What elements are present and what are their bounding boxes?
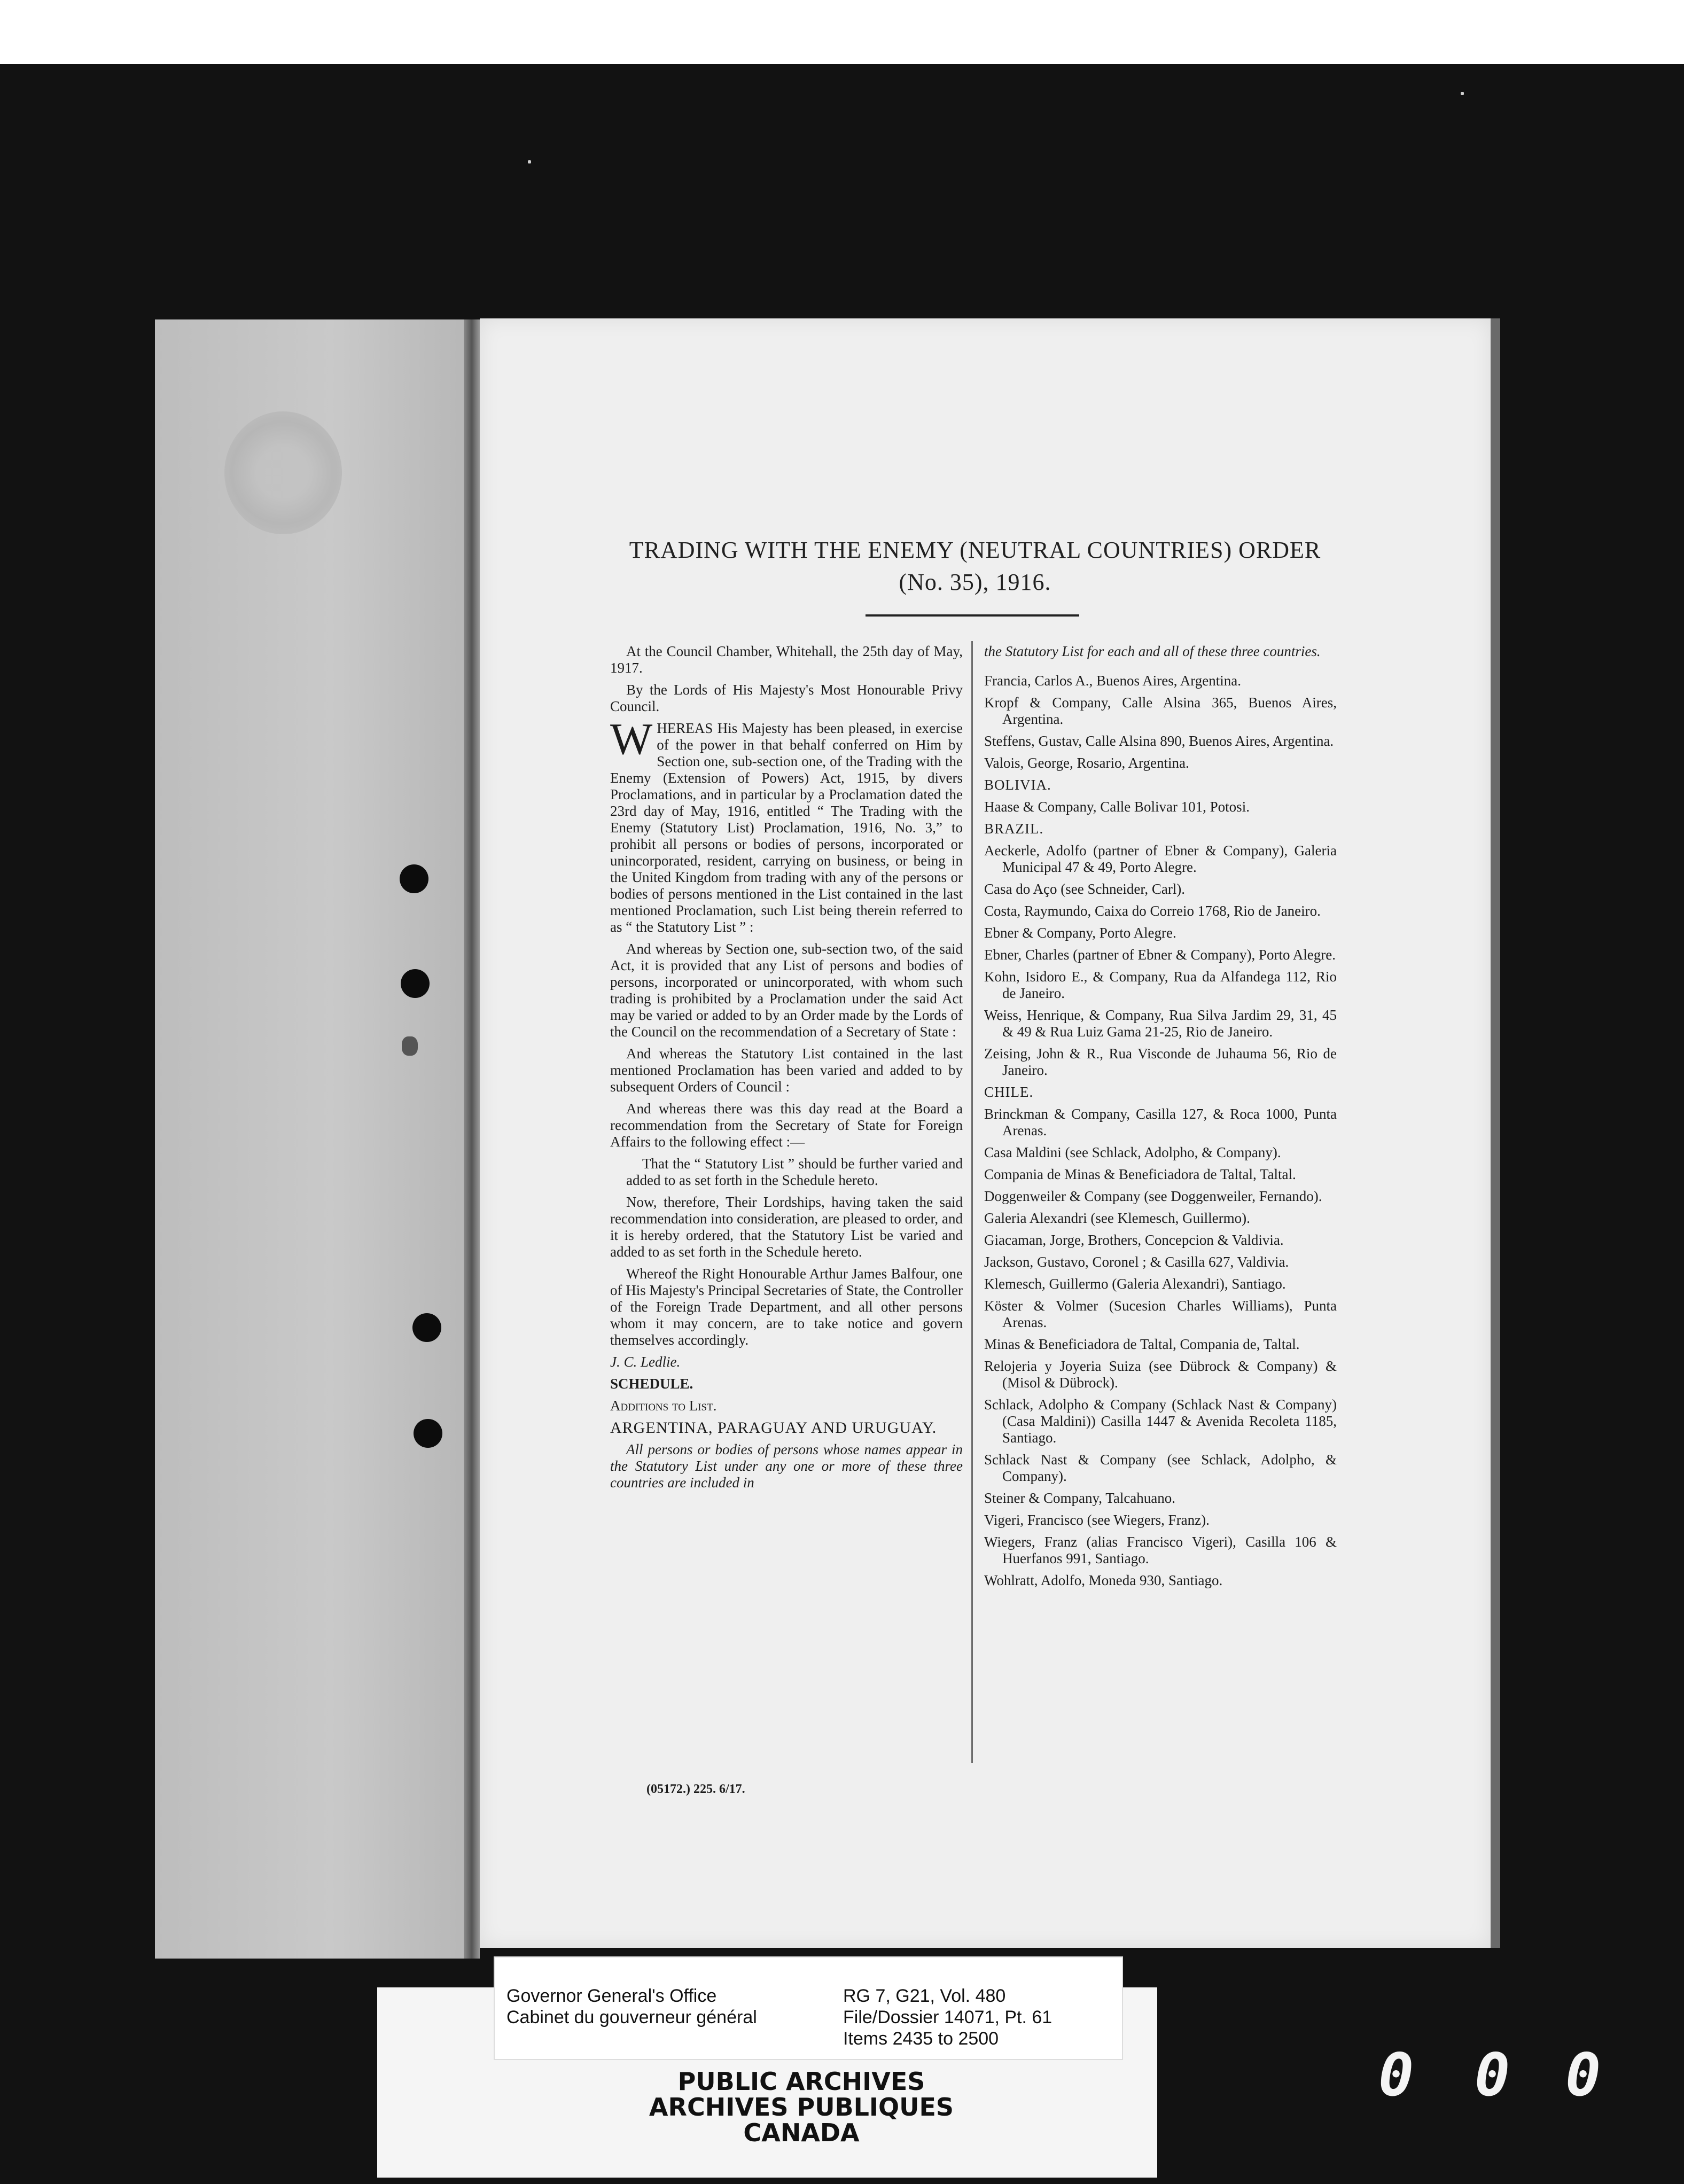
page-edge [1491,318,1500,1948]
list-entry: Wiegers, Franz (alias Francisco Vigeri), Casilla 106 & Huerfanos 991, Santiago. [984,1534,1337,1566]
ref-line-1: RG 7, G21, Vol. 480 [843,1986,1006,2006]
schedule-heading: SCHEDULE. [610,1376,693,1392]
folder-fold [464,319,480,1959]
scan-speck [528,160,531,163]
office-fr: Cabinet du gouverneur général [506,2007,757,2027]
punch-hole [412,1313,441,1342]
list-entry: Ebner & Company, Porto Alegre. [984,925,1176,941]
document-title [588,534,1362,598]
punch-hole [400,864,428,893]
list-entry: Francia, Carlos A., Buenos Aires, Argentina. [984,673,1241,689]
list-entry: Jackson, Gustavo, Coronel ; & Casilla 627, Valdivia. [984,1254,1289,1270]
frame-counter-digit: 0 [1565,2041,1601,2109]
stamp-line-3: CANADA [743,2118,860,2147]
chile-heading: CHILE. [984,1084,1034,1100]
archive-reference [843,1985,1052,2049]
column-divider [971,641,973,1763]
punch-hole-mark [402,1036,418,1056]
list-entry: Weiss, Henrique, & Company, Rua Silva Jardim 29, 31, 45 & 49 & Rua Luiz Gama 21-25, Rio de Janeiro. [984,1007,1337,1040]
list-entry: Kohn, Isidoro E., & Company, Rua da Alfandega 112, Rio de Janeiro. [984,969,1337,1001]
stamp-line-2: ARCHIVES PUBLIQUES [649,2093,954,2121]
frame-counter-digit: 0 [1475,2041,1510,2109]
list-entry: Compania de Minas & Beneficiadora de Taltal, Taltal. [984,1166,1296,1182]
lords-line: By the Lords of His Majesty's Most Honourable Privy Council. [610,682,963,714]
left-column [610,643,963,1496]
title-rule [866,614,1079,617]
archive-office [506,1985,757,2028]
paragraph-5: That the “ Statutory List ” should be further varied and added to as set forth in the Schedule hereto. [626,1156,963,1188]
paragraph-7: Whereof the Right Honourable Arthur James Balfour, one of His Majesty's Principal Secretaries of State, the Controller of the Foreign Trade Department, and all other persons whom it may concern, are to take notice and govern themselves accordingly. [610,1266,963,1348]
paragraph-6: Now, therefore, Their Lordships, having taken the said recommendation into consideration, are pleased to order, and it is hereby ordered, that the Statutory List be varied and added to as set forth in the Schedule hereto. [610,1194,963,1260]
stamp-line-1: PUBLIC ARCHIVES [677,2067,925,2096]
frame-counter-digit: 0 [1378,2041,1414,2109]
list-entry: Relojeria y Joyeria Suiza (see Dübrock & Company) & (Misol & Dübrock). [984,1358,1337,1391]
bolivia-list [984,799,1337,815]
list-entry: Doggenweiler & Company (see Doggenweiler, Fernando). [984,1188,1322,1204]
list-entry: Vigeri, Francisco (see Wiegers, Franz). [984,1512,1210,1528]
brazil-list [984,843,1337,1079]
office-en: Governor General's Office [506,1986,717,2006]
list-entry: Schlack Nast & Company (see Schlack, Adolpho, & Company). [984,1452,1337,1484]
paragraph-3: And whereas the Statutory List contained in the last mentioned Proclamation has been varied and added to by subsequent Orders of Council : [610,1046,963,1095]
list-entry: Klemesch, Guillermo (Galeria Alexandri), Santiago. [984,1276,1286,1292]
apu-note-start: All persons or bodies of persons whose names appear in the Statutory List under any one or more of these three countries are included in [610,1441,963,1491]
list-entry: Zeising, John & R., Rua Visconde de Juhauma 56, Rio de Janeiro. [984,1046,1337,1078]
argentina-list [984,673,1337,771]
list-entry: Haase & Company, Calle Bolivar 101, Potosi. [984,799,1250,815]
list-entry: Steffens, Gustav, Calle Alsina 890, Buenos Aires, Argentina. [984,733,1334,749]
list-entry: Köster & Volmer (Sucesion Charles Williams), Punta Arenas. [984,1298,1337,1330]
print-code: (05172.) 225. 6/17. [646,1782,745,1796]
list-entry: Costa, Raymundo, Caixa do Correio 1768, Rio de Janeiro. [984,903,1321,919]
list-entry: Valois, George, Rosario, Argentina. [984,755,1189,771]
drop-cap: W [610,714,653,764]
ref-line-3: Items 2435 to 2500 [843,2029,999,2049]
paragraph-4: And whereas there was this day read at the Board a recommendation from the Secretary of State for Foreign Affairs to the following effect :— [610,1101,963,1150]
punch-hole [401,969,430,998]
title-line-2: (No. 35), 1916. [899,569,1051,595]
ref-line-2: File/Dossier 14071, Pt. 61 [843,2007,1052,2027]
title-line-1: TRADING WITH THE ENEMY (NEUTRAL COUNTRIES) ORDER [629,537,1321,563]
list-entry: Schlack, Adolpho & Company (Schlack Nast & Company) (Casa Maldini)) Casilla 1447 & Avenida Recoleta 1185, Santiago. [984,1397,1337,1446]
list-entry: Ebner, Charles (partner of Ebner & Company), Porto Alegre. [984,947,1336,963]
chile-list [984,1106,1337,1589]
additions-heading: Additions to List. [610,1398,717,1414]
list-entry: Steiner & Company, Talcahuano. [984,1490,1176,1506]
list-entry: Casa Maldini (see Schlack, Adolpho, & Company). [984,1144,1281,1160]
scan-speck [1461,92,1464,95]
bolivia-heading: BOLIVIA. [984,777,1051,793]
paragraph-2: And whereas by Section one, sub-section two, of the said Act, it is provided that any List of persons and bodies of persons, incorporated or unincorporated, with whom such trading is prohibited by a Proclamation under the said Act may be varied or added to by an Order made by the Lords of the Council on the recommendation of a Secretary of State : [610,941,963,1040]
list-entry: Minas & Beneficiadora de Taltal, Compania de, Taltal. [984,1336,1300,1352]
list-entry: Casa do Aço (see Schneider, Carl). [984,881,1186,897]
right-column [984,643,1337,1594]
apu-note-end: the Statutory List for each and all of these three countries. [984,643,1321,659]
paragraph-whereas [610,714,963,935]
list-entry: Brinckman & Company, Casilla 127, & Roca 1000, Punta Arenas. [984,1106,1337,1138]
apu-heading: ARGENTINA, PARAGUAY AND URUGUAY. [610,1419,937,1437]
signature: J. C. Ledlie. [610,1354,681,1370]
embossed-seal [224,411,342,534]
punch-hole [414,1419,442,1448]
list-entry: Giacaman, Jorge, Brothers, Concepcion & Valdivia. [984,1232,1284,1248]
list-entry: Wohlratt, Adolfo, Moneda 930, Santiago. [984,1572,1223,1588]
place-line: At the Council Chamber, Whitehall, the 25th day of May, 1917. [610,643,963,676]
list-entry: Kropf & Company, Calle Alsina 365, Buenos Aires, Argentina. [984,695,1337,727]
folder-cover [155,319,475,1959]
list-entry: Galeria Alexandri (see Klemesch, Guillermo). [984,1210,1250,1226]
list-entry: Aeckerle, Adolfo (partner of Ebner & Company), Galeria Municipal 47 & 49, Porto Alegre. [984,843,1337,875]
paragraph-whereas-text: HEREAS His Majesty has been pleased, in exercise of the power in that behalf conferred on Him by Section one, sub-section one, of the Trading with the Enemy (Extension of Powers) Act, 1915, by divers Proclamations, and in particular by a Proclamation dated the 23rd day of May, 1916, entitled “ The Trading with the Enemy (Statutory List) Proclamation, 1916, No. 3,” to prohibit all persons or bodies of persons, incorporated or unincorporated, resident, carrying on business, or being in the United Kingdom from trading with any of the persons or bodies of persons mentioned in the List contained in the last mentioned Proclamation, such List being therein referred to as “ the Statutory List ” : [610,720,963,935]
brazil-heading: BRAZIL. [984,821,1044,837]
archives-stamp [604,2069,999,2146]
